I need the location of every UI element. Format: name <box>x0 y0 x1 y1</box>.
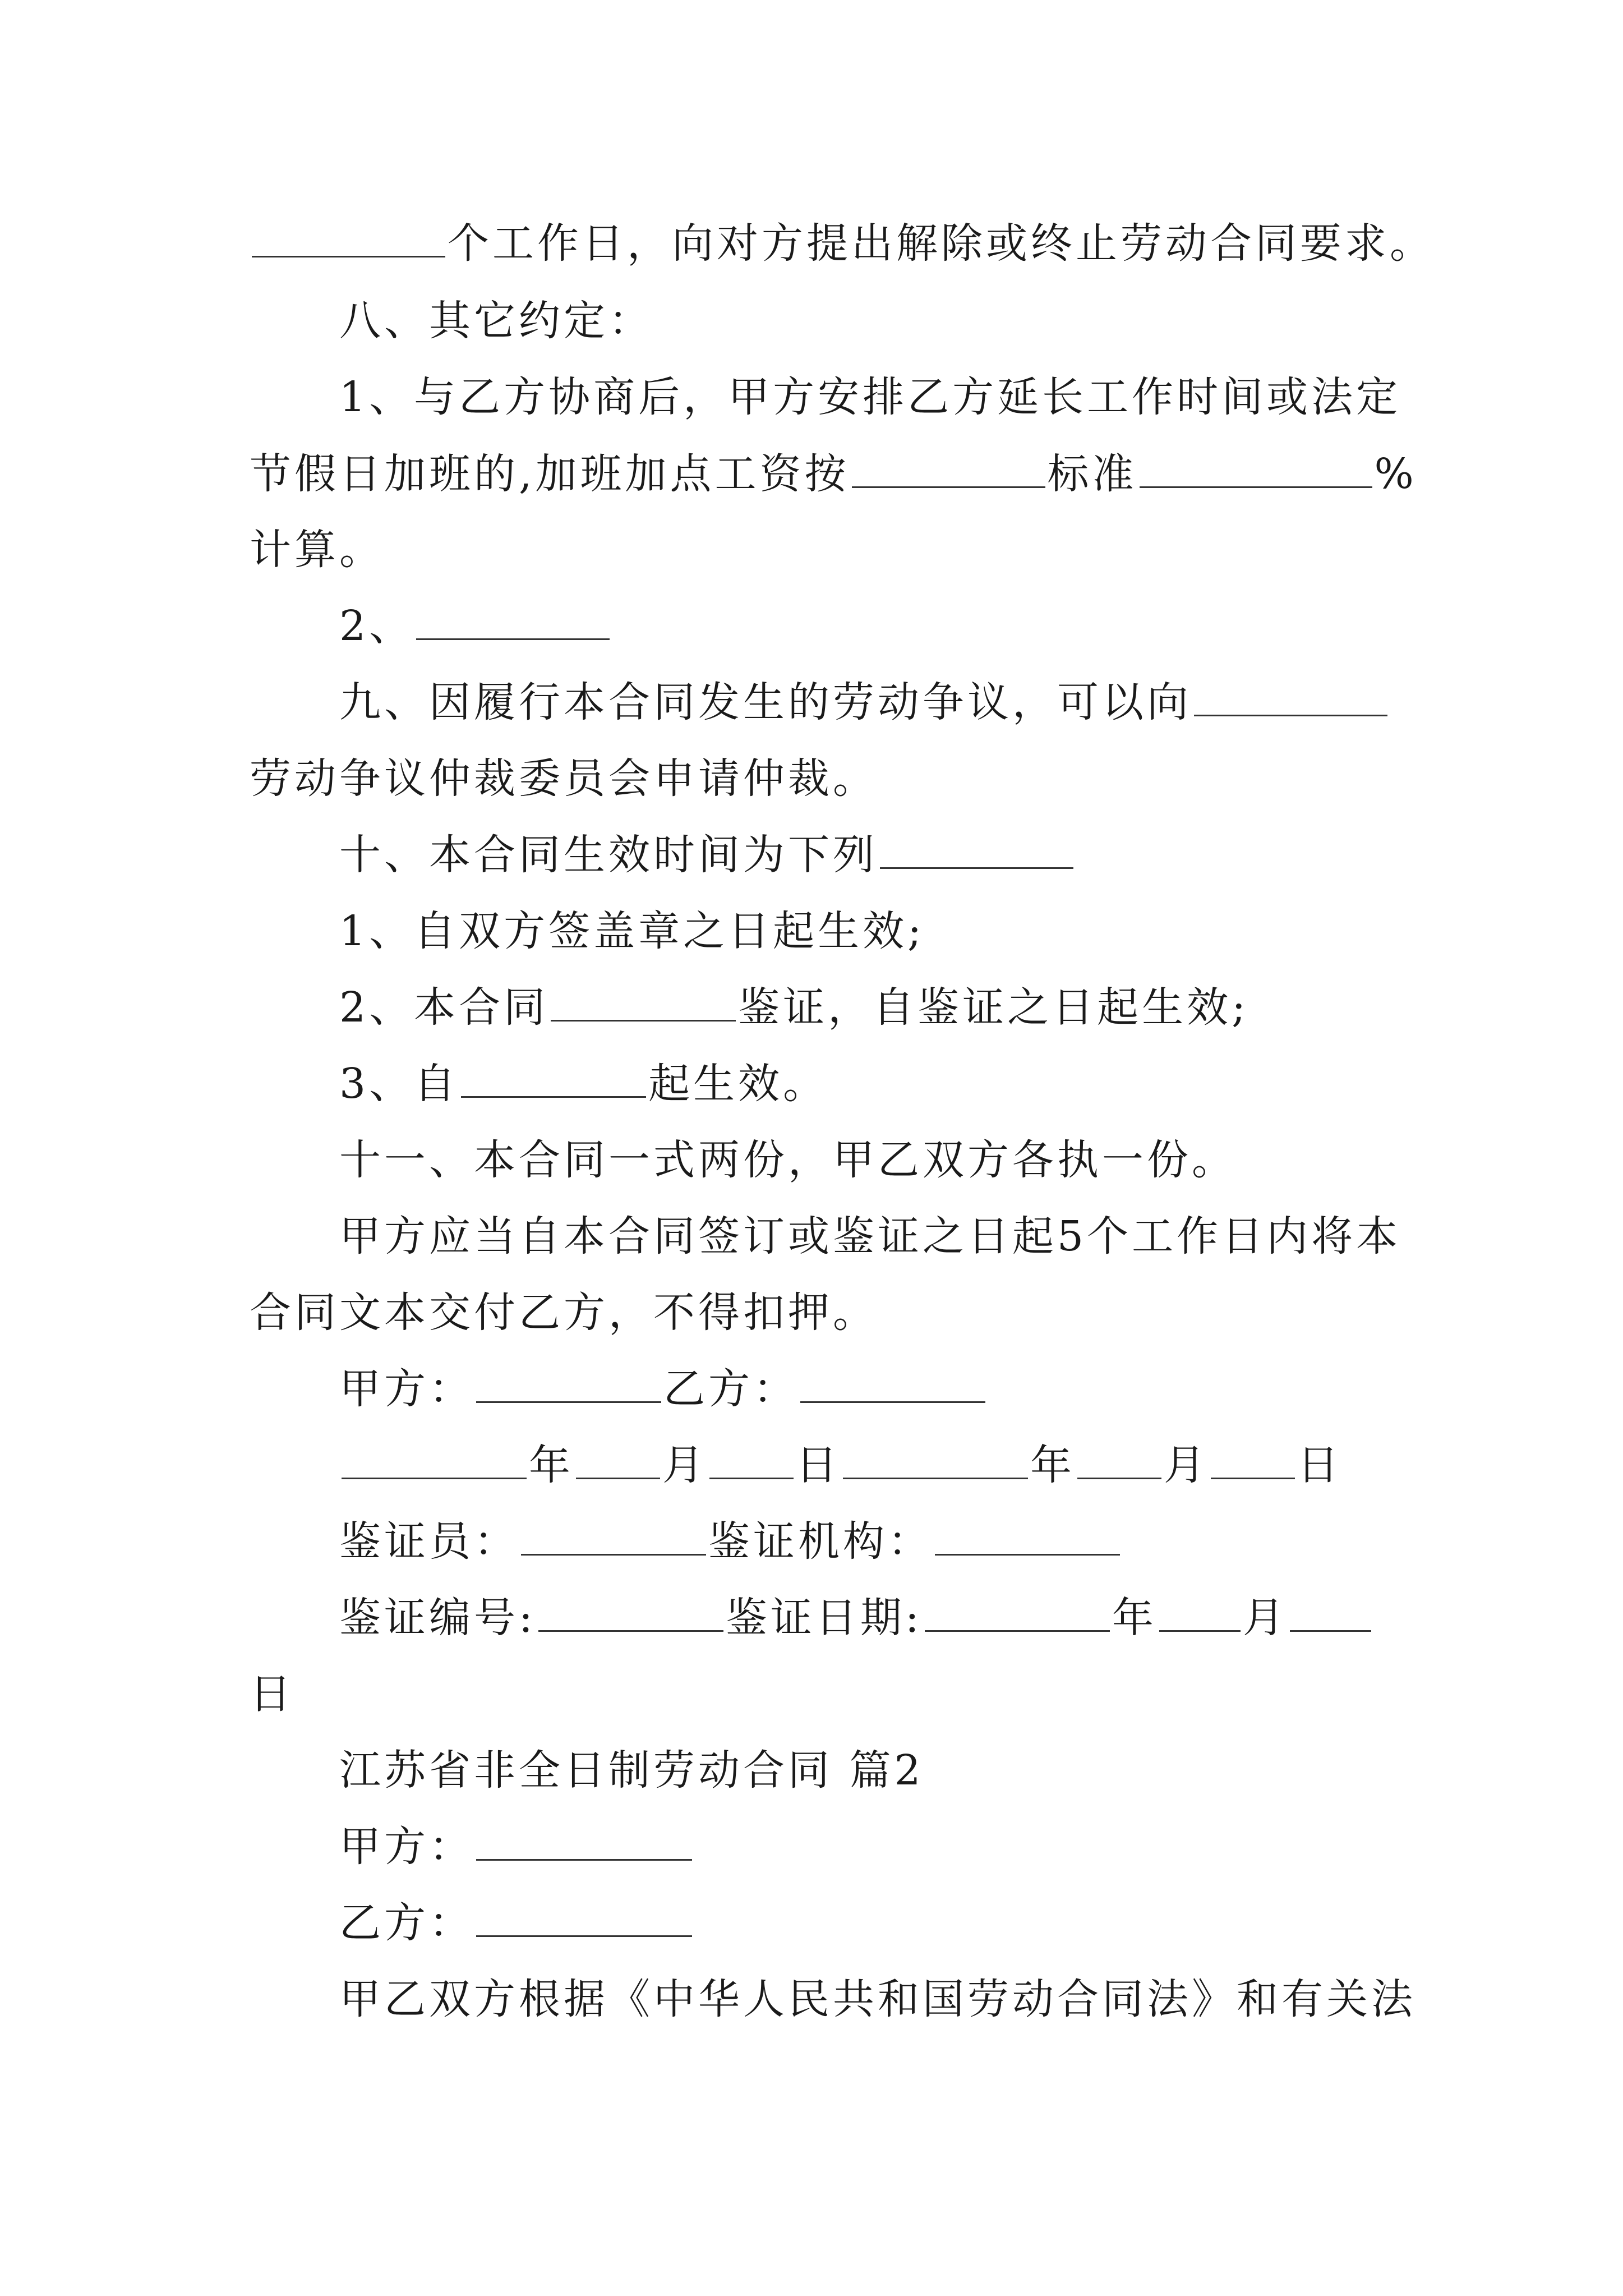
text-line: 1、与乙方协商后，甲方安排乙方延长工作时间或法定 <box>339 373 1401 421</box>
verification-line: 鉴证员： 鉴证机构： <box>339 1513 1122 1570</box>
blank-field[interactable] <box>416 599 610 640</box>
verifier-field[interactable] <box>521 1515 706 1556</box>
text-line: 个工作日，向对方提出解除或终止劳动合同要求。 <box>250 215 1435 272</box>
text-line: 甲乙双方根据《中华人民共和国劳动合同法》和有关法 <box>339 1975 1416 2023</box>
section-title: 江苏省非全日制劳动合同 篇2 <box>339 1746 924 1795</box>
party-a-field[interactable] <box>476 1820 692 1861</box>
blank-field[interactable] <box>1140 447 1372 488</box>
blank-field[interactable] <box>461 1057 646 1098</box>
party-a-field[interactable] <box>476 1362 661 1403</box>
section-heading-11: 十一、本合同一式两份，甲乙双方各执一份。 <box>339 1136 1237 1184</box>
blank-field[interactable] <box>880 828 1073 869</box>
text-line: 日 <box>250 1670 294 1718</box>
signature-line: 甲方： 乙方： <box>339 1361 988 1417</box>
year-field[interactable] <box>925 1591 1110 1632</box>
blank-field[interactable] <box>252 217 445 257</box>
text-line: 合同文本交付乙方，不得扣押。 <box>250 1289 878 1337</box>
text-line: 计算。 <box>250 526 384 574</box>
day-field[interactable] <box>1290 1591 1371 1632</box>
party-b-field[interactable] <box>800 1362 985 1403</box>
text-line: 1、自双方签盖章之日起生效; <box>339 907 925 955</box>
day-field[interactable] <box>709 1438 794 1479</box>
blank-field[interactable] <box>852 447 1045 488</box>
section-heading-8: 八、其它约定： <box>339 297 653 345</box>
text-line: 甲方应当自本合同签订或鉴证之日起5个工作日内将本 <box>339 1212 1401 1260</box>
month-field[interactable] <box>1077 1438 1161 1479</box>
verification-line: 鉴证编号: 鉴证日期: 年 月 <box>339 1590 1373 1646</box>
year-field[interactable] <box>843 1438 1028 1479</box>
blank-field[interactable] <box>1194 675 1387 716</box>
year-field[interactable] <box>342 1438 527 1479</box>
month-field[interactable] <box>1159 1591 1241 1632</box>
party-b-line: 乙方： <box>339 1895 694 1951</box>
party-a-line: 甲方： <box>339 1819 694 1875</box>
blank-field[interactable] <box>551 981 736 1022</box>
date-line: 年 月 日 年 月 日 <box>339 1437 1342 1493</box>
verification-agency-field[interactable] <box>935 1515 1120 1556</box>
text-line: 3、自 起生效。 <box>339 1056 828 1112</box>
text-line: 劳动争议仲裁委员会申请仲裁。 <box>250 754 878 803</box>
section-heading-10: 十、本合同生效时间为下列 <box>339 827 1076 883</box>
day-field[interactable] <box>1211 1438 1295 1479</box>
text-line: 2、 <box>339 598 612 654</box>
month-field[interactable] <box>576 1438 660 1479</box>
party-b-field[interactable] <box>476 1896 692 1937</box>
text-line: 2、本合同 鉴证，自鉴证之日起生效; <box>339 979 1249 1036</box>
section-heading-9: 九、因履行本合同发生的劳动争议，可以向 <box>339 674 1390 730</box>
text-line: 节假日加班的,加班加点工资按 标准 % <box>250 446 1417 502</box>
verification-number-field[interactable] <box>538 1591 723 1632</box>
